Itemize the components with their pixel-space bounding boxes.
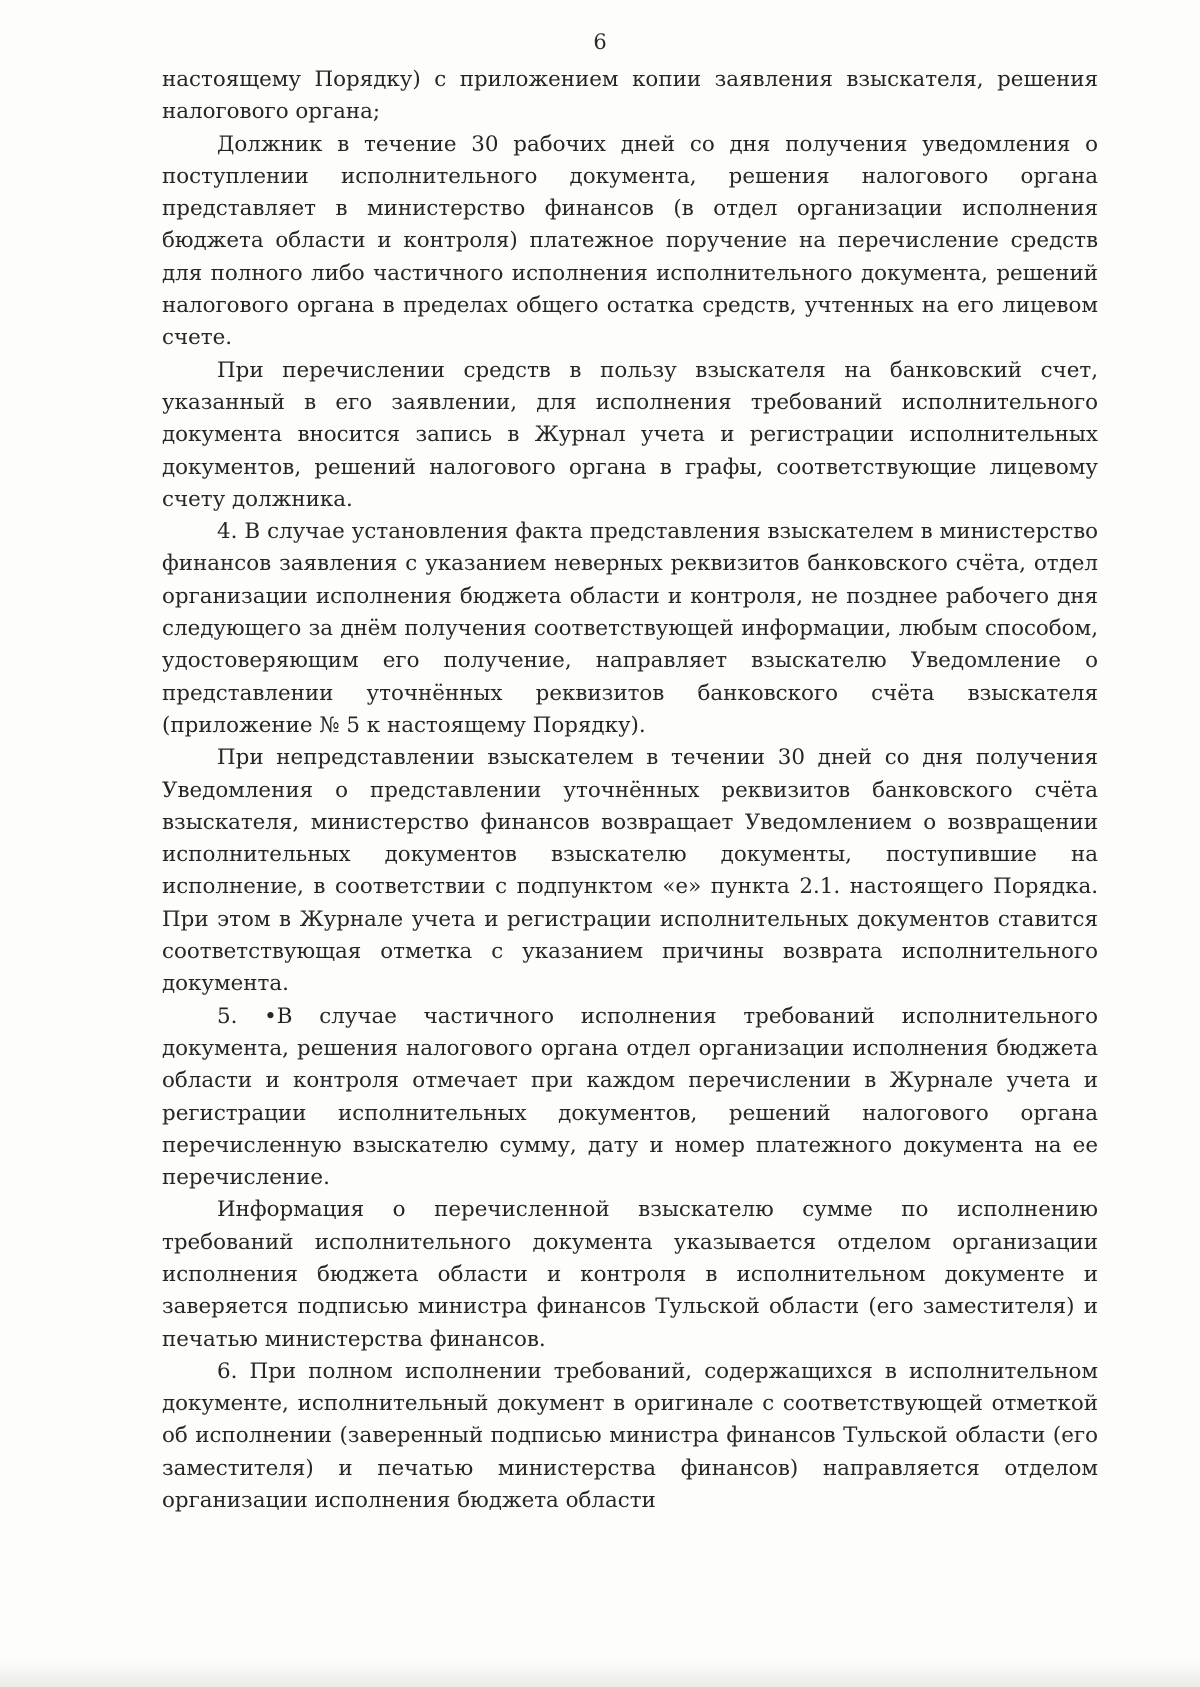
scan-edge-shadow [0, 1659, 1200, 1687]
paragraph-transfer-record: При перечислении средств в пользу взыскателя на банковский счет, указанный в его заявлении, для исполнения требований исполнительного документа вносится запись в Журнал учета и регистрации исполнительных документов, решений налогового органа в графы, соответствующие лицевому счету должника. [162, 357, 1098, 512]
document-body [162, 64, 1098, 1517]
paragraph-item-6: 6. При полном исполнении требований, содержащихся в исполнительном документе, исполнительный документ в оригинале с соответствующей отметкой об исполнении (заверенный подписью министра финансов Тульской области (его заместителя) и печатью министерства финансов) направляется отделом организации исполнения бюджета области [162, 1358, 1098, 1514]
paragraph-non-submission: При непредставлении взыскателем в течении 30 дней со дня получения Уведомления о представлении уточнённых реквизитов банковского счёта взыскателя, министерство финансов возвращает Уведомлением о возвращении исполнительных документов взыскателю документы, поступившие на исполнение, в соответствии с подпунктом «е» пункта 2.1. настоящего Порядка. При этом в Журнале учета и регистрации исполнительных документов ставится соответствующая отметка с указанием причины возврата исполнительного документа. [162, 745, 1098, 997]
page-number: 6 [593, 30, 607, 54]
paragraph-continuation: настоящему Порядку) с приложением копии заявления взыскателя, решения налогового органа; [162, 67, 1098, 125]
paragraph-item-4: 4. В случае установления факта представления взыскателем в министерство финансов заявления с указанием неверных реквизитов банковского счёта, отдел организации исполнения бюджета области и контроля, не позднее рабочего дня следующего за днём получения соответствующей информации, любым способом, удостоверяющим его получение, направляет взыскателю Уведомление о представлении уточнённых реквизитов банковского счёта взыскателя (приложение № 5 к настоящему Порядку). [162, 519, 1098, 738]
paragraph-debtor-payment: Должник в течение 30 рабочих дней со дня получения уведомления о поступлении исполнительного документа, решения налогового органа представляет в министерство финансов (в отдел организации исполнения бюджета области и контроля) платежное поручение на перечисление средств для полного либо частичного исполнения исполнительного документа, решений налогового органа в пределах общего остатка средств, учтенных на его лицевом счете. [162, 131, 1098, 351]
paragraph-item-5: 5. •В случае частичного исполнения требований исполнительного документа, решения налогового органа отдел организации исполнения бюджета области и контроля отмечает при каждом перечислении в Журнале учета и регистрации исполнительных документов, решений налогового органа перечисленную взыскателю сумму, дату и номер платежного документа на ее перечисление. [162, 1003, 1098, 1191]
paragraph-transfer-info: Информация о перечисленной взыскателю сумме по исполнению требований исполнительного документа указывается отделом организации исполнения бюджета области и контроля в исполнительном документе и заверяется подписью министра финансов Тульской области (его заместителя) и печатью министерства финансов. [162, 1197, 1098, 1352]
